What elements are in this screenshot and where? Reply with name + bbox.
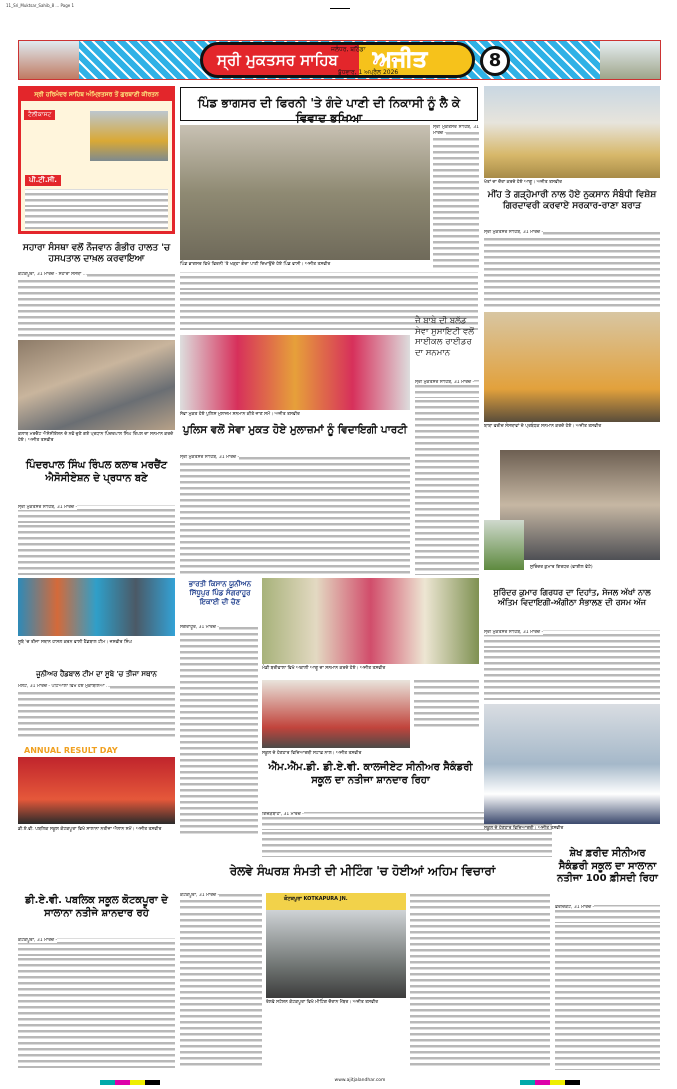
felicitation-photo	[262, 578, 479, 664]
gurdwara-photo-left	[19, 41, 79, 79]
issue-date: ਬੁੱਧਵਾਰ, 1 ਅਪ੍ਰੈਲ 2026	[338, 69, 399, 76]
station-sign: ਕੋਟਕਪੂਰਾ KOTKAPURA JN.	[284, 896, 348, 902]
headline: ਪੁਲਿਸ ਵਲੋਂ ਸੇਵਾ ਮੁਕਤ ਹੋਏ ਮੁਲਾਜ਼ਮਾਂ ਨੂੰ ਵਿਦਾਇਗੀ ਪਾਰਟੀ	[182, 424, 408, 436]
railway-meeting-photo	[266, 893, 406, 998]
article-body: ਕੋਟਕਪੂਰਾ, 31 ਮਾਰਚ - ਸਹਾਰਾ ਸੰਸਥਾ ...	[18, 272, 175, 338]
headline: ਰੇਲਵੇ ਸੰਘਰਸ਼ ਸੰਮਤੀ ਦੀ ਮੀਟਿੰਗ 'ਚ ਹੋਈਆਂ ਅਹਿਮ ਵਿਚਾਰਾਂ	[229, 864, 496, 878]
lead-photo	[180, 125, 430, 260]
channel-name: ਪੀ.ਟੀ.ਸੀ.	[25, 175, 61, 186]
article-body: ਸ੍ਰੀ ਮੁਕਤਸਰ ਸਾਹਿਬ, 31 ਮਾਰਚ -	[484, 230, 660, 308]
gurdwara-photo-right	[600, 41, 660, 79]
caption: ਡੀ.ਏ.ਵੀ. ਪਬਲਿਕ ਸਕੂਲ ਕੋਟਕਪੂਰਾ ਵਿਖੇ ਸਾਲਾਨਾ ਨਤੀਜਾ ਐਲਾਨ ਸਮੇਂ। ਅਜੀਤ ਤਸਵੀਰ	[18, 827, 162, 832]
headline: ਜੈ ਬਾਬੇ ਦੀ ਬਲੱਡ ਸੇਵਾ ਸੁਸਾਇਟੀ ਵਲੋਂ ਸਾਈਕਲ ਰਾਈਡਰ ਦਾ ਸਨਮਾਨ	[415, 316, 475, 358]
event-photo	[500, 450, 660, 560]
headline: ਡੀ.ਏ.ਵੀ. ਪਬਲਿਕ ਸਕੂਲ ਕੋਟਕਪੂਰਾ ਦੇ ਸਾਲਾਨਾ ਨਤੀਜੇ ਸ਼ਾਨਦਾਰ ਰਹੇ	[25, 895, 168, 919]
caption: ਪਿੰਡ ਭਾਗਸਰ ਵਿਖੇ ਫਿਰਨੀ 'ਤੇ ਖੜ੍ਹਾ ਗੰਦਾ ਪਾਣੀ ਦਿਖਾਉਂਦੇ ਹੋਏ ਪਿੰਡ ਵਾਸੀ। ਅਜੀਤ ਤਸਵੀਰ	[180, 262, 331, 267]
golden-temple-photo	[90, 111, 168, 161]
article-body: ਮਲੋਟ, 31 ਮਾਰਚ - ਪਟਿਆਲਾ ਵਿਖੇ ਹੋਏ ਮੁਕਾਬਲਿਆਂ ...	[18, 684, 175, 738]
award-photo	[484, 312, 660, 422]
caption: ਕਲਾਥ ਮਰਚੈਂਟ ਐਸੋਸੀਏਸ਼ਨ ਦੇ ਨਵੇਂ ਚੁਣੇ ਗਏ ਪ੍ਰਧਾਨ ਪਿੰਦਰਪਾਲ ਸਿੰਘ ਰਿੰਪਲ ਦਾ ਸਨਮਾਨ ਕਰਦੇ ਹੋਏ। ਅਜੀਤ ਤਸਵੀਰ	[18, 432, 174, 443]
article-body: ਫ਼ਰੀਦਕੋਟ, 31 ਮਾਰਚ -	[555, 905, 660, 1070]
toppers-photo	[484, 704, 660, 824]
article-body: ਗਿੱਦੜਬਾਹਾ, 31 ਮਾਰਚ -	[262, 812, 552, 857]
headline: ਜੂਨੀਅਰ ਹੈਂਡਬਾਲ ਟੀਮ ਦਾ ਸੂਬੇ 'ਚ ਤੀਜਾ ਸਥਾਨ	[36, 670, 157, 678]
crop-mark	[330, 8, 350, 9]
color-bar	[520, 1080, 580, 1085]
lead-headline: ਪਿੰਡ ਭਾਗਸਰ ਦੀ ਫਿਰਨੀ 'ਤੇ ਗੰਦੇ ਪਾਣੀ ਦੀ ਨਿਕਾਸੀ ਨੂੰ ਲੈ ਕੇ ਵਿਵਾਦ ਭਖਿਆ	[180, 87, 478, 121]
field-visit-photo	[484, 86, 660, 178]
police-farewell-photo	[180, 335, 410, 410]
article-body	[410, 893, 550, 1068]
school-students-photo	[262, 680, 410, 748]
headline: ਪਿੰਦਰਪਾਲ ਸਿੰਘ ਰਿੰਪਲ ਕਲਾਥ ਮਰਚੈਂਟ ਐਸੋਸੀਏਸ਼ਨ ਦੇ ਪ੍ਰਧਾਨ ਬਣੇ	[25, 460, 168, 484]
page-number: 8	[480, 46, 510, 76]
kirtan-box	[18, 86, 175, 234]
result-day-photo	[18, 742, 175, 824]
article-body: ਕੋਟਕਪੂਰਾ, 31 ਮਾਰਚ -	[180, 893, 262, 1068]
caption: ਮੰਡੀ ਬਰੀਵਾਲਾ ਵਿਖੇ ਅਕਾਲੀ ਆਗੂ ਦਾ ਸਨਮਾਨ ਕਰਦੇ ਹੋਏ। ਅਜੀਤ ਤਸਵੀਰ	[262, 666, 386, 671]
article-body: ਸ੍ਰੀ ਮੁਕਤਸਰ ਸਾਹਿਬ, 31 ਮਾਰਚ -	[484, 630, 660, 700]
headline: ਸਹਾਰਾ ਸੰਸਥਾ ਵਲੋਂ ਨੌਜਵਾਨ ਗੰਭੀਰ ਹਾਲਤ 'ਚ ਹਸਪਤਾਲ ਦਾਖ਼ਲ ਕਰਵਾਇਆ	[22, 243, 171, 265]
caption: ਬਾਬਾ ਫਰੀਦ ਸੰਸਥਾਵਾਂ ਦੇ ਪ੍ਰਬੰਧਕ ਸਨਮਾਨ ਕਰਦੇ ਹੋਏ। ਅਜੀਤ ਤਸਵੀਰ	[484, 424, 602, 429]
article-body: ਸ੍ਰੀ ਮੁਕਤਸਰ ਸਾਹਿਬ, 31 ਮਾਰਚ -	[180, 455, 410, 575]
telecast-tag: ਟੈਲੀਕਾਸਟ	[24, 110, 55, 120]
headline: ਸ਼ੇਖ ਫ਼ਰੀਦ ਸੀਨੀਅਰ ਸੈਕੰਡਰੀ ਸਕੂਲ ਦਾ ਸਾਲਾਨਾ ਨਤੀਜਾ 100 ਫ਼ੀਸਦੀ ਰਿਹਾ	[557, 848, 658, 884]
headline: ਐੱਮ.ਐੱਮ.ਡੀ. ਡੀ.ਏ.ਵੀ. ਕਾਲਜੀਏਟ ਸੀਨੀਅਰ ਸੈਕੰਡਰੀ ਸਕੂਲ ਦਾ ਨਤੀਜਾ ਸ਼ਾਨਦਾਰ ਰਿਹਾ	[268, 762, 473, 786]
caption: ਸੇਵਾ ਮੁਕਤ ਹੋਏ ਪੁਲਿਸ ਮੁਲਾਜ਼ਮ ਸਨਮਾਨ ਕੀਤੇ ਜਾਣ ਸਮੇਂ। ਅਜੀਤ ਤਸਵੀਰ	[180, 412, 300, 417]
headline: ਭਾਰਤੀ ਕਿਸਾਨ ਯੂਨੀਅਨ ਸਿੱਧੂਪੁਰ ਪਿੰਡ ਸੰਗਰਾਹੂਰ ਇਕਾਈ ਦੀ ਚੋਣ	[188, 580, 252, 606]
article-body: ਸ੍ਰੀ ਮੁਕਤਸਰ ਸਾਹਿਬ, 31 ਮਾਰਚ -	[415, 380, 479, 575]
banner-text: ANNUAL RESULT DAY	[24, 746, 118, 755]
team-photo	[18, 578, 175, 636]
caption: ਸਕੂਲ ਦੇ ਹੋਣਹਾਰ ਵਿਦਿਆਰਥੀ ਸਟਾਫ਼ ਨਾਲ। ਅਜੀਤ ਤਸਵੀਰ	[262, 751, 362, 756]
caption: ਰੇਲਵੇ ਸਟੇਸ਼ਨ ਕੋਟਕਪੂਰਾ ਵਿਖੇ ਮੀਟਿੰਗ ਦੌਰਾਨ ਮੈਂਬਰ। ਅਜੀਤ ਤਸਵੀਰ	[266, 1000, 379, 1005]
caption: ਸੂਬੇ 'ਚ ਤੀਜਾ ਸਥਾਨ ਹਾਸਲ ਕਰਨ ਵਾਲੀ ਹੈਂਡਬਾਲ ਟੀਮ। ਜਸਵੀਰ ਸਿੰਘ	[18, 640, 132, 645]
photo	[18, 340, 175, 430]
footer-url: www.ajitjalandhar.com	[334, 1078, 386, 1083]
kirtan-schedule	[25, 189, 168, 229]
newspaper-logo: ਅਜੀਤ	[373, 47, 427, 72]
article-body: ਸੰਗਰਾਹੂਰ, 31 ਮਾਰਚ -	[180, 625, 258, 835]
article-body: ਸ੍ਰੀ ਮੁਕਤਸਰ ਸਾਹਿਬ, 31 ਮਾਰਚ -	[18, 505, 175, 575]
headline: ਮੀਂਹ ਤੇ ਗੜ੍ਹੇਮਾਰੀ ਨਾਲ ਹੋਏ ਨੁਕਸਾਨ ਸੰਬੰਧੀ ਵਿਸ਼ੇਸ਼ ਗਿਰਦਾਵਰੀ ਕਰਵਾਏ ਸਰਕਾਰ-ਰਾਣਾ ਬਰਾੜ	[487, 190, 657, 212]
place-name: ਸ੍ਰੀ ਮੁਕਤਸਰ ਸਾਹਿਬ	[217, 51, 338, 69]
article-body: ਕੋਟਕਪੂਰਾ, 31 ਮਾਰਚ -	[18, 938, 175, 1068]
color-bar	[100, 1080, 160, 1085]
article-body	[414, 680, 479, 730]
article-body: ਸ੍ਰੀ ਮੁਕਤਸਰ ਸਾਹਿਬ, 31 ਮਾਰਚ -	[433, 125, 479, 270]
obituary-photo	[484, 520, 524, 570]
edition: ਜਲੰਧਰ, ਬਠਿੰਡਾ	[331, 46, 366, 53]
caption: ਸੁਰਿੰਦਰ ਕੁਮਾਰ ਗਿਰਧਰ (ਫਾਈਲ ਫੋਟੋ)	[530, 565, 593, 570]
kirtan-title: ਸ੍ਰੀ ਹਰਿਮੰਦਰ ਸਾਹਿਬ ਅੰਮ੍ਰਿਤਸਰ ਤੋਂ ਗੁਰਬਾਣੀ ਕੀਰਤਨ	[21, 89, 172, 101]
masthead-banner	[200, 42, 475, 78]
caption: ਖੇਤਾਂ ਦਾ ਦੌਰਾ ਕਰਦੇ ਹੋਏ ਆਗੂ। ਅਜੀਤ ਤਸਵੀਰ	[484, 180, 562, 185]
caption: ਸਕੂਲ ਦੇ ਹੋਣਹਾਰ ਵਿਦਿਆਰਥੀ। ਅਜੀਤ ਤਸਵੀਰ	[484, 826, 564, 831]
print-slug: 11_Sri_Muktsar_Sahib_8 ... Page 1	[6, 3, 75, 8]
headline: ਸੁਰਿੰਦਰ ਕੁਮਾਰ ਗਿਰਧਰ ਦਾ ਦਿਹਾਂਤ, ਸੇਜਲ ਅੱਖਾਂ ਨਾਲ ਅੰਤਿਮ ਵਿਦਾਇਗੀ-ਅੰਗੀਠਾ ਸੰਭਾਲਣ ਦੀ ਰਸਮ ਅੱਜ	[493, 588, 651, 607]
